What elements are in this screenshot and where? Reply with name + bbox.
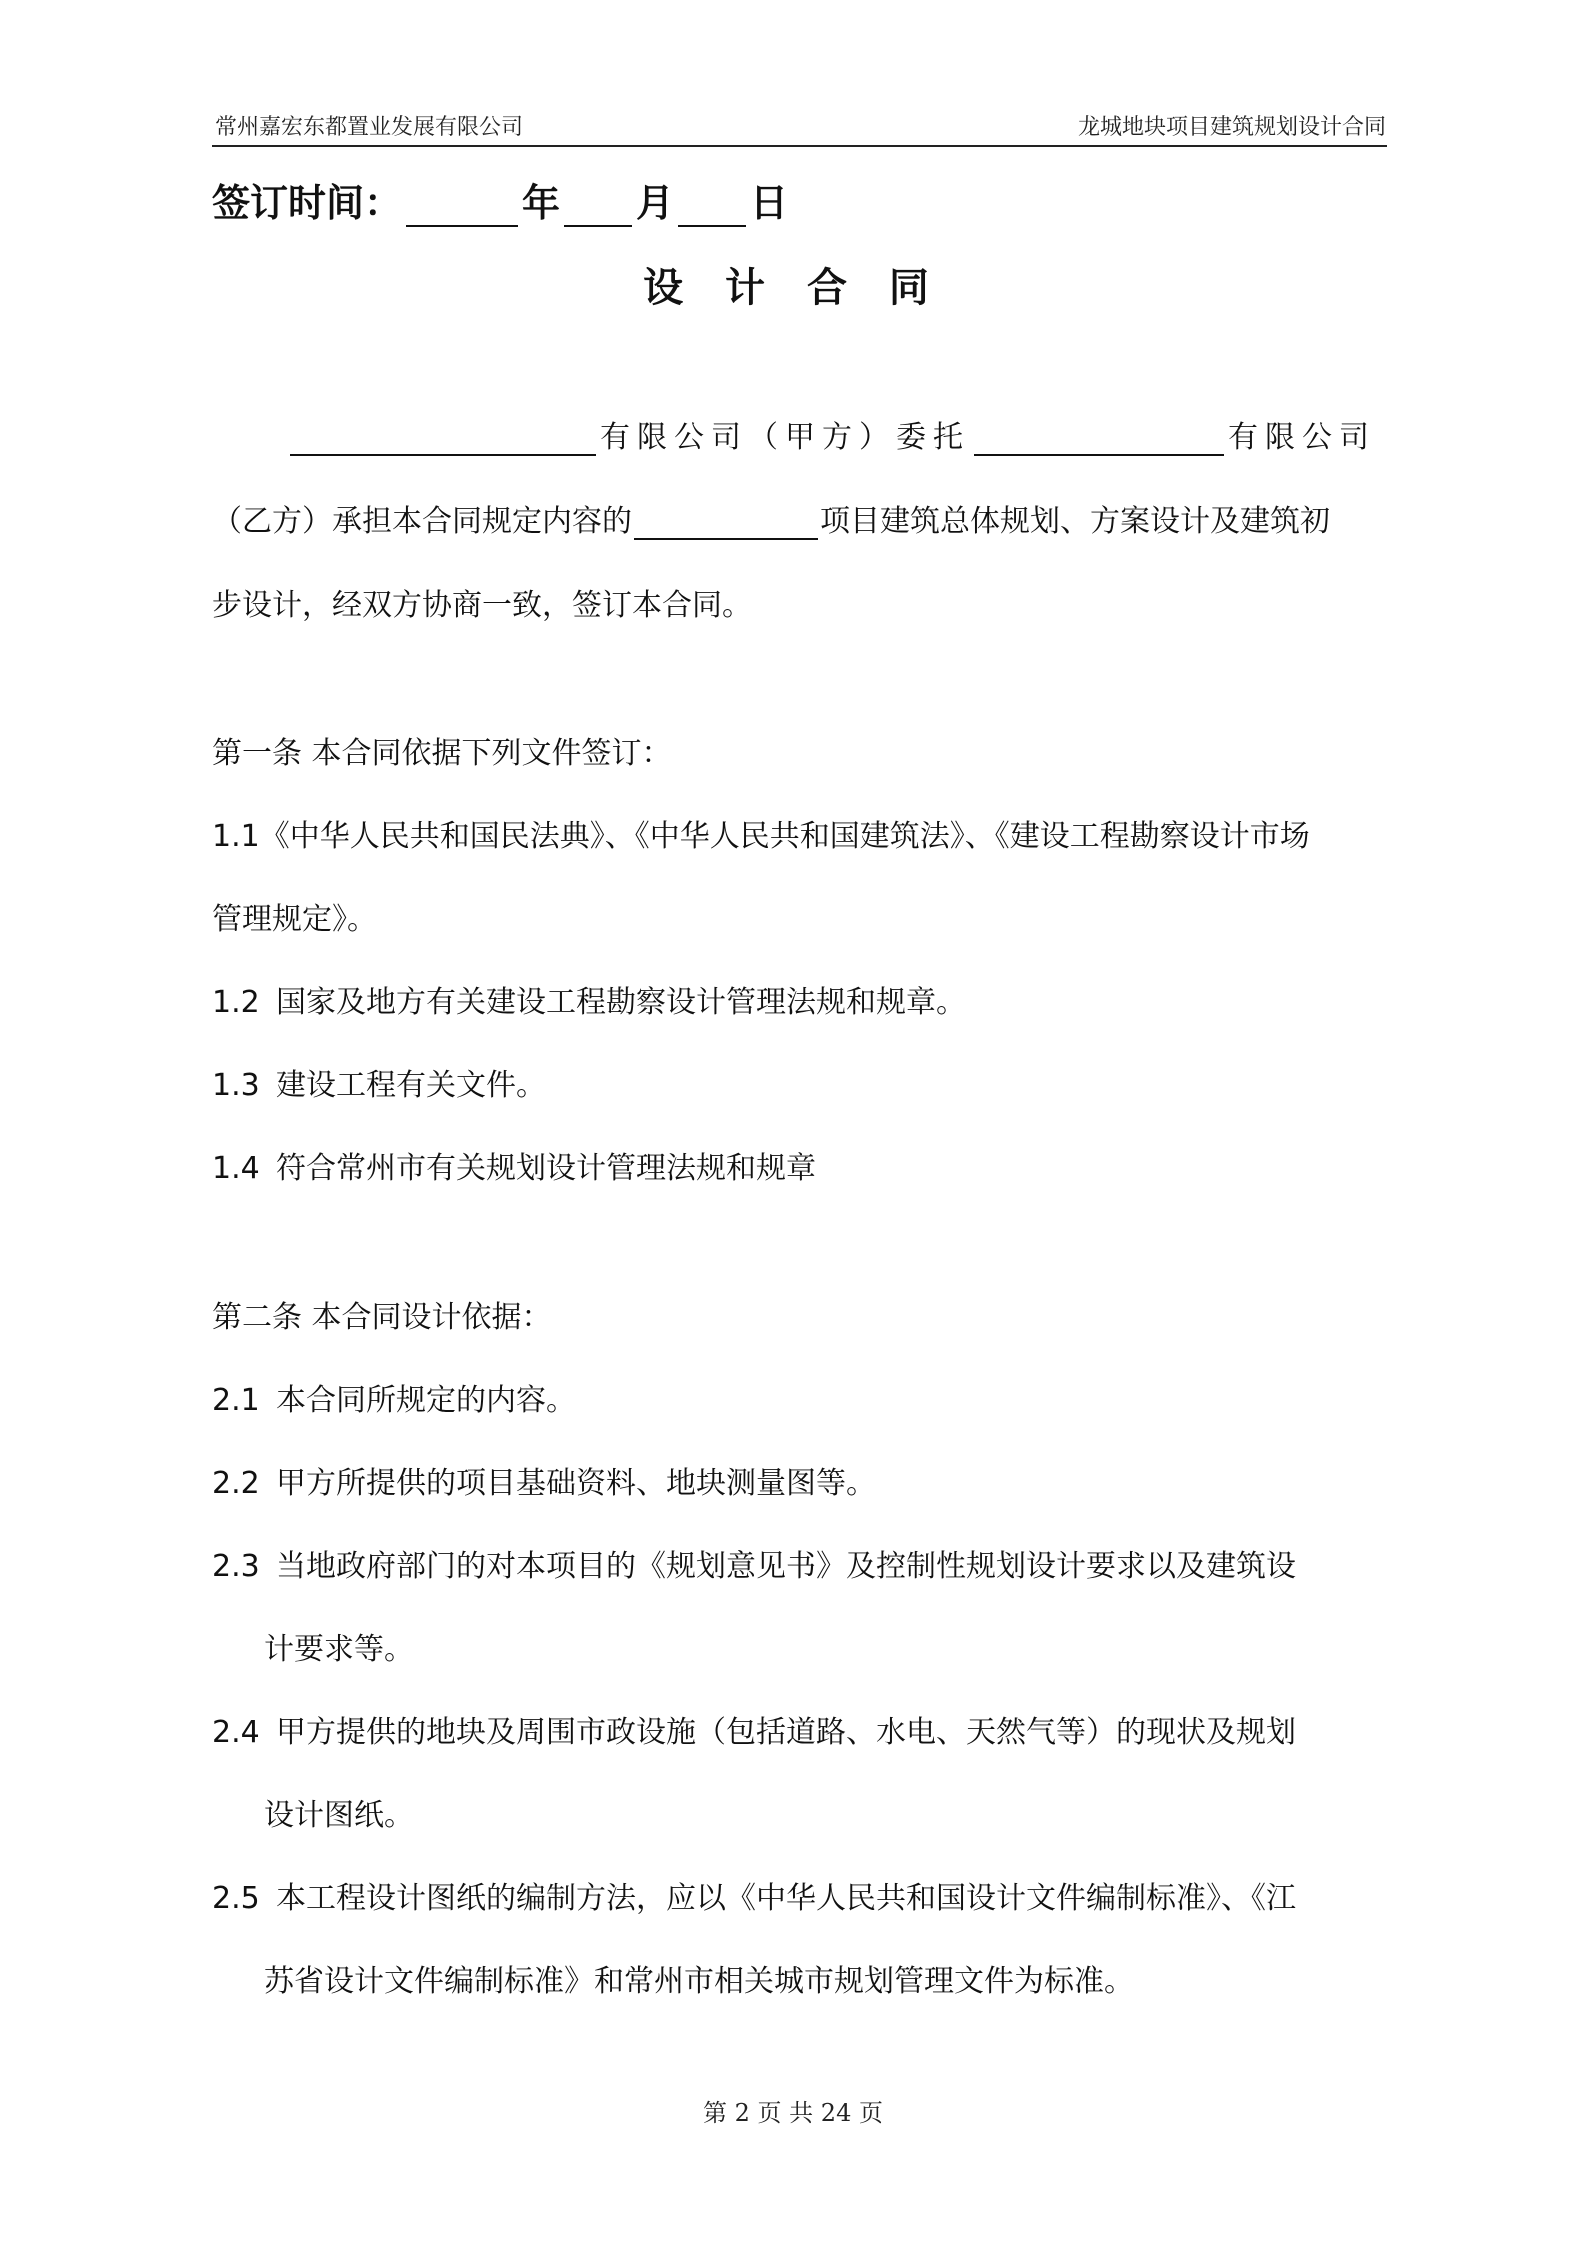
clause-2-2 [212, 1458, 876, 1502]
intro-line2-suffix: 项目建筑总体规划、方案设计及建筑初 [820, 504, 1330, 539]
clause-2-5 [212, 1873, 1296, 1917]
signing-label: 签订时间： [212, 181, 403, 225]
clause-1-1 [212, 811, 1310, 855]
clause-1-1-cont: 管理规定》。 [212, 902, 377, 937]
clause-2-3 [212, 1541, 1296, 1585]
clause-number: 1.4 [212, 1151, 260, 1186]
project-name-blank[interactable] [634, 508, 818, 540]
header-rule [212, 145, 1387, 147]
intro-line-2 [212, 496, 1330, 540]
clause-2-5-cont: 苏省设计文件编制标准》和常州市相关城市规划管理文件为标准。 [264, 1964, 1134, 1999]
month-blank[interactable] [564, 193, 632, 227]
day-blank[interactable] [678, 193, 746, 227]
party-a-blank[interactable] [290, 424, 596, 456]
month-label: 月 [636, 181, 675, 225]
clause-2-3-cont: 计要求等。 [264, 1632, 414, 1667]
clause-text: 符合常州市有关规划设计管理法规和规章 [276, 1151, 816, 1186]
clause-text: 本合同所规定的内容。 [276, 1383, 576, 1418]
signing-date-line [212, 172, 788, 227]
clause-number: 1.2 [212, 985, 260, 1020]
clause-1-4 [212, 1143, 816, 1187]
year-label: 年 [522, 181, 561, 225]
clause-number: 1.1 [212, 819, 260, 854]
party-b-blank[interactable] [974, 424, 1224, 456]
clause-text: 建设工程有关文件。 [276, 1068, 546, 1103]
clause-number: 2.1 [212, 1383, 260, 1418]
clause-number: 2.2 [212, 1466, 260, 1501]
clause-text: 本工程设计图纸的编制方法，应以《中华人民共和国设计文件编制标准》、《江 [276, 1881, 1296, 1916]
clause-2-4 [212, 1707, 1296, 1751]
clause-text: 《中华人民共和国民法典》、《中华人民共和国建筑法》、《建设工程勘察设计市场 [259, 819, 1310, 854]
clause-1-3 [212, 1060, 546, 1104]
clause-2-4-cont: 设计图纸。 [264, 1798, 414, 1833]
article1-heading: 第一条 本合同依据下列文件签订： [212, 736, 672, 771]
clause-number: 1.3 [212, 1068, 260, 1103]
party-b-suffix: 有限公司 [1228, 420, 1376, 455]
intro-line2-prefix: （乙方）承担本合同规定内容的 [212, 504, 632, 539]
contract-title: 设 计 合 同 [643, 265, 943, 311]
article2-heading: 第二条 本合同设计依据： [212, 1300, 552, 1335]
intro-line-3: 步设计，经双方协商一致，签订本合同。 [212, 588, 752, 623]
clause-text: 甲方所提供的项目基础资料、地块测量图等。 [276, 1466, 876, 1501]
header-doc-title: 龙城地块项目建筑规划设计合同 [1077, 115, 1386, 140]
party-a-suffix: 有限公司（甲方）委托 [600, 420, 970, 455]
clause-text: 国家及地方有关建设工程勘察设计管理法规和规章。 [276, 985, 966, 1020]
clause-number: 2.4 [212, 1715, 260, 1750]
clause-text: 甲方提供的地块及周围市政设施（包括道路、水电、天然气等）的现状及规划 [276, 1715, 1296, 1750]
day-label: 日 [750, 181, 789, 225]
clause-number: 2.5 [212, 1881, 260, 1916]
clause-number: 2.3 [212, 1549, 260, 1584]
year-blank[interactable] [406, 193, 518, 227]
clause-2-1 [212, 1375, 576, 1419]
clause-1-2 [212, 977, 966, 1021]
page-footer: 第 2 页 共 24 页 [703, 2099, 883, 2127]
clause-text: 当地政府部门的对本项目的《规划意见书》及控制性规划设计要求以及建筑设 [276, 1549, 1296, 1584]
intro-line-1 [290, 412, 1376, 456]
header-company: 常州嘉宏东都置业发展有限公司 [215, 115, 524, 140]
